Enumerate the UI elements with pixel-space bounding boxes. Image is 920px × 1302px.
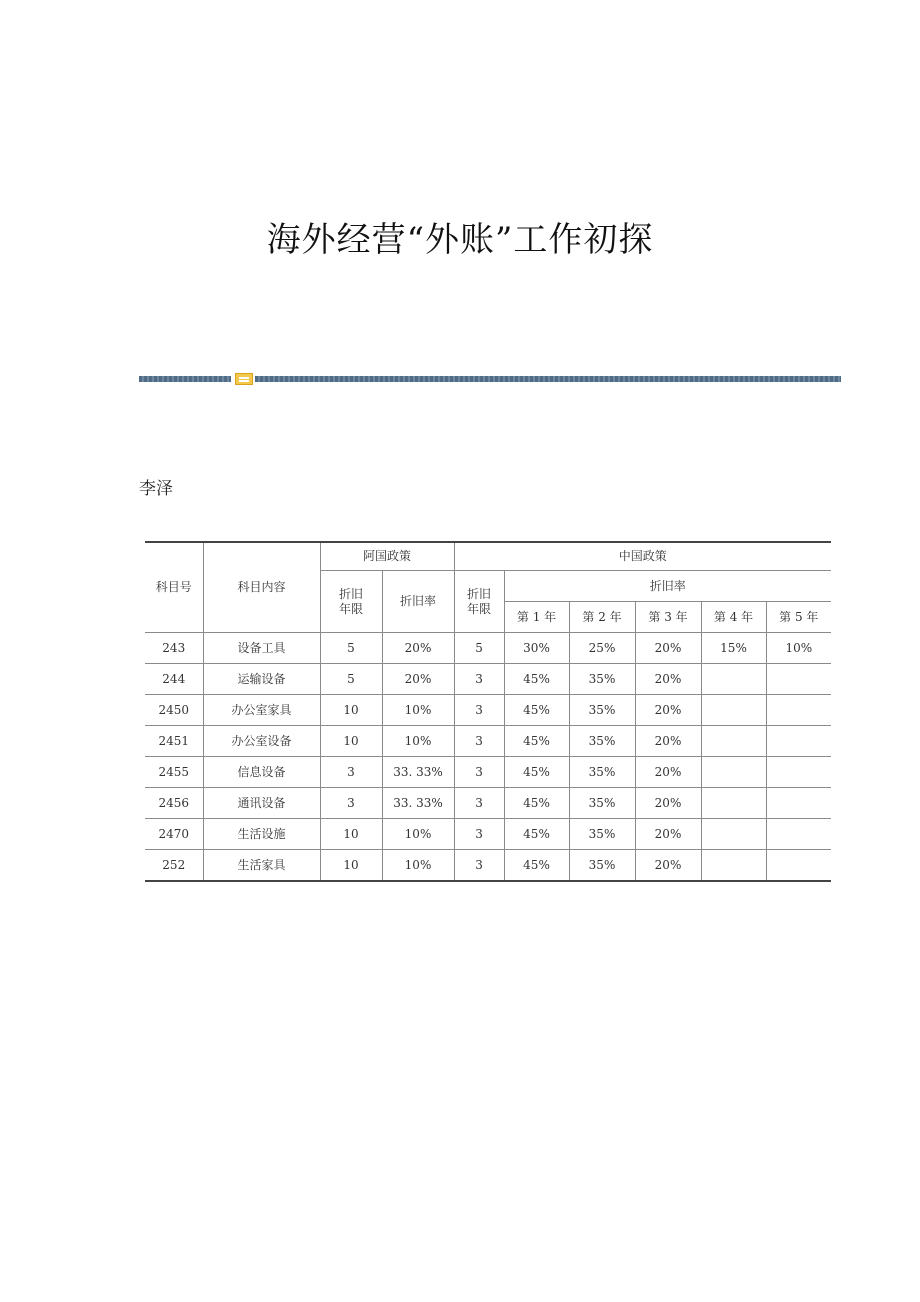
cell-year-1-rate: 45%: [504, 850, 569, 882]
cell-year-3-rate: 20%: [635, 850, 701, 882]
cell-account-content: 信息设备: [203, 757, 320, 788]
header-year-4: 第 4 年: [701, 602, 766, 633]
cell-host-rate: 20%: [382, 633, 454, 664]
cell-host-years: 10: [320, 726, 382, 757]
cell-year-5-rate: [766, 695, 831, 726]
cell-year-1-rate: 45%: [504, 788, 569, 819]
table-row: [145, 850, 831, 882]
cell-host-rate: 33. 33%: [382, 788, 454, 819]
cell-china-years: 3: [454, 726, 504, 757]
cell-account-content: 运输设备: [203, 664, 320, 695]
cell-year-5-rate: [766, 757, 831, 788]
section-divider: [139, 373, 841, 385]
cell-year-4-rate: [701, 757, 766, 788]
header-china-years-text: 折旧年限: [467, 586, 492, 616]
cell-year-5-rate: [766, 850, 831, 882]
cell-account-no: 2456: [145, 788, 203, 819]
header-year-2: 第 2 年: [569, 602, 635, 633]
cell-account-no: 252: [145, 850, 203, 882]
cell-china-years: 3: [454, 850, 504, 882]
table-row: [145, 726, 831, 757]
cell-year-3-rate: 20%: [635, 664, 701, 695]
cell-year-1-rate: 45%: [504, 726, 569, 757]
header-china-policy: 中国政策: [454, 542, 831, 571]
cell-year-3-rate: 20%: [635, 726, 701, 757]
cell-year-4-rate: [701, 788, 766, 819]
cell-account-no: 2450: [145, 695, 203, 726]
table-row: [145, 633, 831, 664]
cell-year-3-rate: 20%: [635, 633, 701, 664]
cell-account-no: 243: [145, 633, 203, 664]
author-name: 李泽: [139, 479, 173, 499]
cell-host-rate: 33. 33%: [382, 757, 454, 788]
cell-year-2-rate: 35%: [569, 819, 635, 850]
cell-year-2-rate: 35%: [569, 788, 635, 819]
divider-bar-right: [255, 376, 841, 382]
cell-china-years: 3: [454, 819, 504, 850]
header-account-no: 科目号: [145, 542, 203, 633]
envelope-icon: [235, 373, 253, 385]
cell-year-2-rate: 35%: [569, 757, 635, 788]
cell-china-years: 5: [454, 633, 504, 664]
cell-year-3-rate: 20%: [635, 695, 701, 726]
cell-year-5-rate: [766, 819, 831, 850]
cell-china-years: 3: [454, 664, 504, 695]
cell-account-no: 2470: [145, 819, 203, 850]
cell-host-years: 5: [320, 633, 382, 664]
table-row: [145, 664, 831, 695]
header-year-5: 第 5 年: [766, 602, 831, 633]
cell-year-5-rate: [766, 664, 831, 695]
cell-account-content: 办公室设备: [203, 726, 320, 757]
depreciation-table: [145, 541, 831, 882]
header-host-years: [320, 571, 382, 633]
cell-account-content: 通讯设备: [203, 788, 320, 819]
cell-year-2-rate: 35%: [569, 726, 635, 757]
cell-year-4-rate: [701, 664, 766, 695]
cell-host-rate: 10%: [382, 819, 454, 850]
cell-year-3-rate: 20%: [635, 819, 701, 850]
table-row: [145, 695, 831, 726]
cell-host-years: 3: [320, 757, 382, 788]
cell-account-no: 2451: [145, 726, 203, 757]
cell-year-2-rate: 25%: [569, 633, 635, 664]
cell-year-2-rate: 35%: [569, 850, 635, 882]
cell-china-years: 3: [454, 695, 504, 726]
cell-china-years: 3: [454, 757, 504, 788]
table-row: [145, 788, 831, 819]
cell-year-2-rate: 35%: [569, 695, 635, 726]
header-china-years: [454, 571, 504, 633]
header-china-rate: 折旧率: [504, 571, 831, 602]
divider-bar-left: [139, 376, 231, 382]
table-row: [145, 819, 831, 850]
cell-year-1-rate: 45%: [504, 695, 569, 726]
cell-year-3-rate: 20%: [635, 788, 701, 819]
cell-year-5-rate: 10%: [766, 633, 831, 664]
cell-year-4-rate: [701, 850, 766, 882]
cell-host-rate: 10%: [382, 850, 454, 882]
cell-account-content: 设备工具: [203, 633, 320, 664]
cell-year-4-rate: 15%: [701, 633, 766, 664]
cell-host-years: 3: [320, 788, 382, 819]
header-account-content: 科目内容: [203, 542, 320, 633]
table-row: [145, 757, 831, 788]
cell-year-1-rate: 45%: [504, 819, 569, 850]
cell-year-4-rate: [701, 726, 766, 757]
cell-year-1-rate: 30%: [504, 633, 569, 664]
cell-host-years: 10: [320, 695, 382, 726]
cell-account-no: 244: [145, 664, 203, 695]
cell-year-4-rate: [701, 819, 766, 850]
header-year-3: 第 3 年: [635, 602, 701, 633]
cell-year-4-rate: [701, 695, 766, 726]
header-year-1: 第 1 年: [504, 602, 569, 633]
cell-host-rate: 10%: [382, 695, 454, 726]
cell-host-years: 5: [320, 664, 382, 695]
document-title: 海外经营“外账”工作初探: [266, 220, 654, 260]
header-host-policy: 阿国政策: [320, 542, 454, 571]
cell-year-5-rate: [766, 726, 831, 757]
cell-year-5-rate: [766, 788, 831, 819]
cell-host-years: 10: [320, 850, 382, 882]
cell-year-3-rate: 20%: [635, 757, 701, 788]
cell-year-1-rate: 45%: [504, 757, 569, 788]
cell-host-years: 10: [320, 819, 382, 850]
cell-account-content: 生活家具: [203, 850, 320, 882]
cell-china-years: 3: [454, 788, 504, 819]
header-host-rate: 折旧率: [382, 571, 454, 633]
cell-year-1-rate: 45%: [504, 664, 569, 695]
cell-account-content: 生活设施: [203, 819, 320, 850]
cell-account-no: 2455: [145, 757, 203, 788]
cell-year-2-rate: 35%: [569, 664, 635, 695]
header-host-years-text: 折旧年限: [338, 586, 363, 616]
cell-host-rate: 10%: [382, 726, 454, 757]
cell-host-rate: 20%: [382, 664, 454, 695]
cell-account-content: 办公室家具: [203, 695, 320, 726]
